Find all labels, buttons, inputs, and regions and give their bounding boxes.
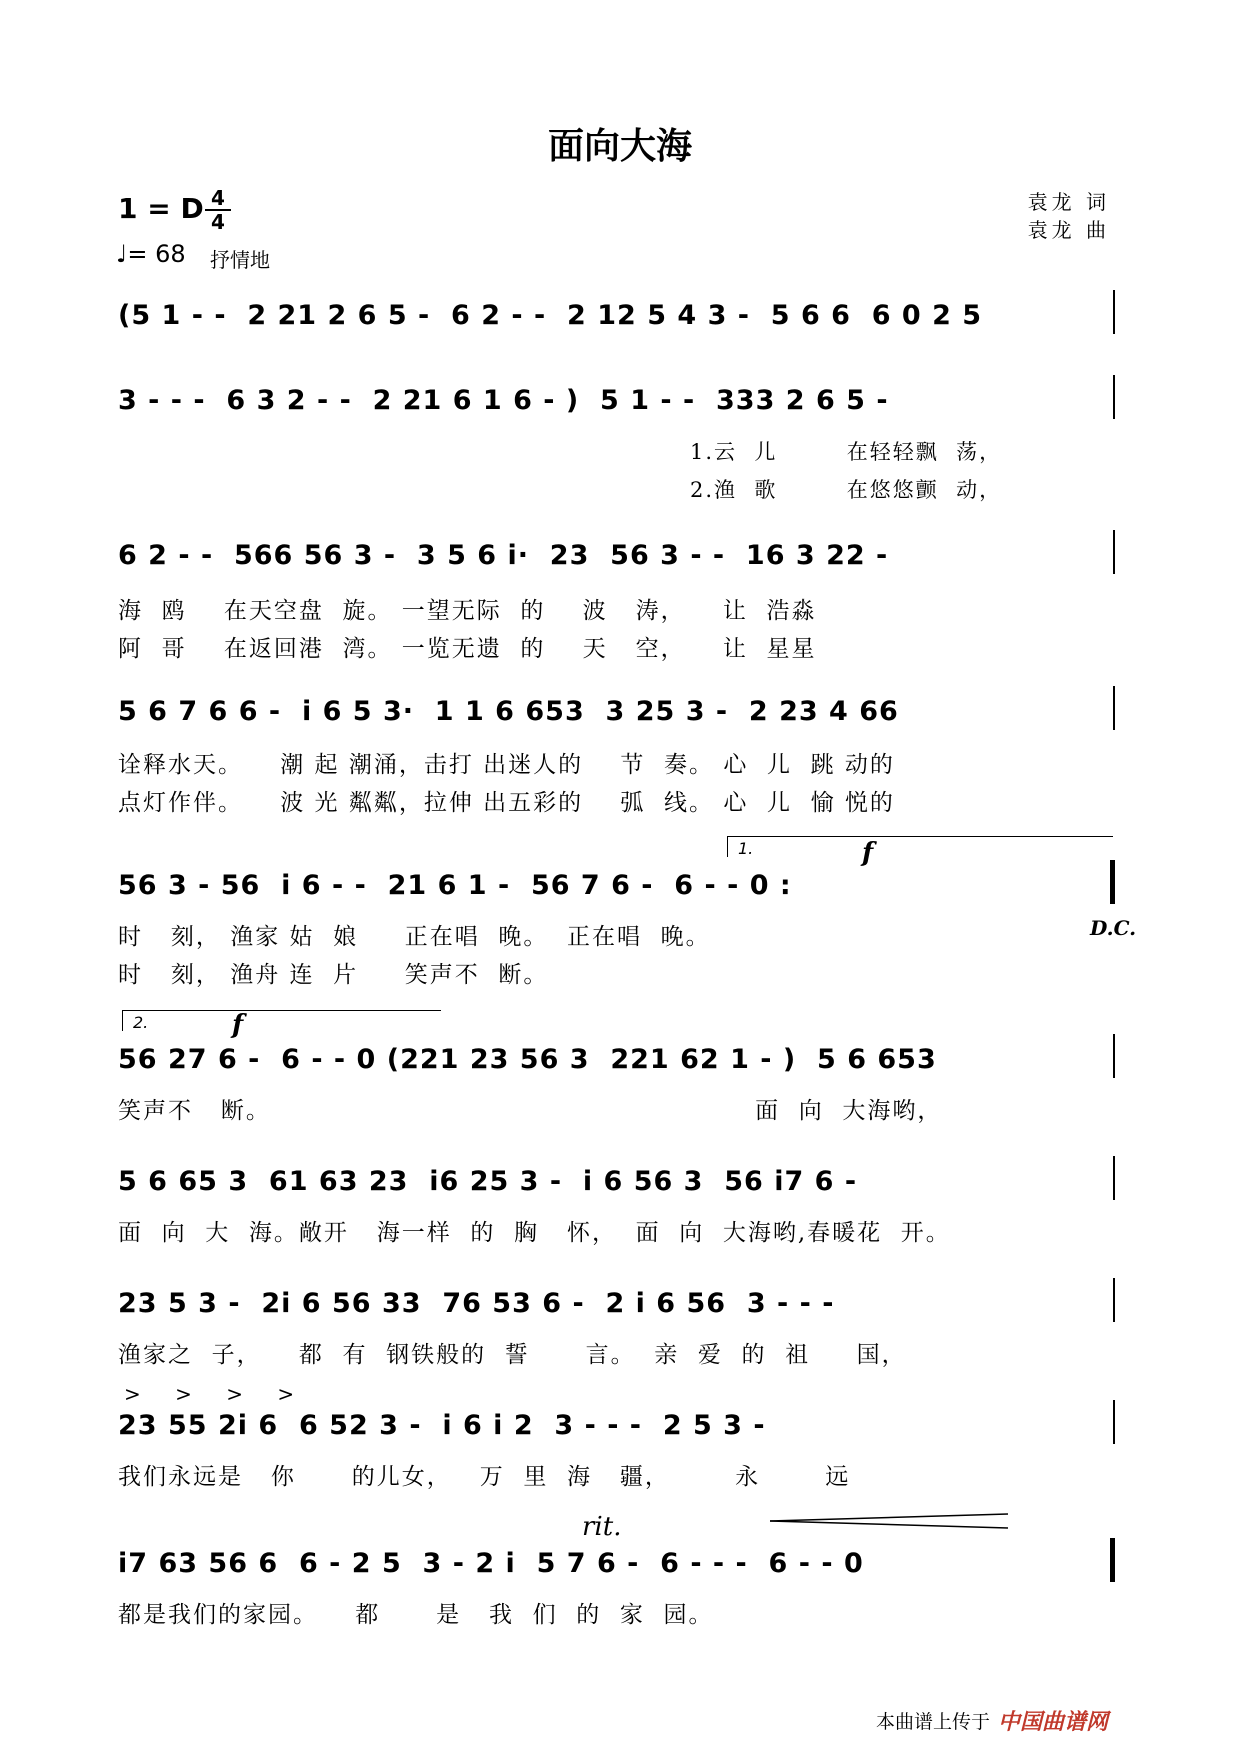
- meter-bottom: 4: [205, 209, 231, 233]
- barline: [1113, 375, 1115, 419]
- notation-line-7: 5 6 65 3 61 63 23 i6 25 3 - i 6 56 3 56 i7 6 -: [118, 1166, 858, 1197]
- notation-line-1: (5 1 - - 2 21 2 6 5 - 6 2 - - 2 12 5 4 3 - 5 6 6 6 0 2 5: [118, 300, 983, 331]
- expression-marking: 抒情地: [210, 248, 270, 272]
- notation-line-5: 56 3 - 56 i 6 - - 21 6 1 - 56 7 6 - 6 - - 0 :: [118, 870, 792, 901]
- lyric-line-5-verse-1: 时 刻， 渔家 姑 娘 正在唱 晚。 正在唱 晚。: [118, 924, 711, 950]
- barline: [1113, 1278, 1115, 1322]
- barline: [1113, 1034, 1115, 1078]
- notation-line-8: 23 5 3 - 2i 6 56 33 76 53 6 - 2 i 6 56 3 - - -: [118, 1288, 835, 1319]
- key-signature: 1 = D: [118, 192, 204, 225]
- lyricist-credit: 袁龙 词: [1027, 190, 1110, 214]
- site-logo[interactable]: 中国曲谱网: [997, 1710, 1108, 1735]
- lyric-line-2-verse-1: 1.云 儿 在轻轻飘 荡，: [690, 440, 1003, 464]
- lyric-line-5-verse-2: 时 刻， 渔舟 连 片 笑声不 断。: [118, 962, 549, 988]
- time-signature: [205, 187, 231, 233]
- lyric-line-7: 面 向 大 海。敞开 海一样 的 胸 怀， 面 向 大海哟,春暖花 开。: [118, 1220, 951, 1246]
- quarter-note-icon: ♩: [116, 240, 128, 268]
- crescendo-hairpin: [770, 1512, 1010, 1530]
- accent-marks: > > > >: [124, 1382, 309, 1406]
- lyric-line-4-verse-2: 点灯作伴。 波 光 粼粼，拉伸 出五彩的 弧 线。 心 儿 愉 悦的: [118, 790, 895, 816]
- notation-line-4: 5 6 7 6 6 - i 6 5 3· 1 1 6 653 3 25 3 - 2 23 4 66: [118, 696, 899, 727]
- barline: [1113, 1156, 1115, 1200]
- barline: [1113, 290, 1115, 334]
- page-title: 面向大海: [547, 125, 692, 167]
- volta-bracket-2: [122, 1010, 441, 1031]
- lyric-line-2-verse-2: 2.渔 歌 在悠悠颤 动，: [690, 478, 1003, 502]
- composer-credit: 袁龙 曲: [1027, 218, 1110, 242]
- lyric-line-3-verse-1: 海 鸥 在天空盘 旋。 一望无际 的 波 涛， 让 浩淼: [118, 598, 817, 624]
- barline: [1113, 686, 1115, 730]
- lyric-line-9: 我们永远是 你 的儿女， 万 里 海 疆， 永 远: [118, 1464, 851, 1490]
- ritardando-marking: rit.: [582, 1512, 622, 1542]
- lyric-line-10: 都是我们的家园。 都 是 我 们 的 家 园。: [118, 1602, 714, 1628]
- lyric-line-8: 渔家之 子， 都 有 钢铁般的 誓 言。 亲 爱 的 祖 国，: [118, 1342, 907, 1368]
- notation-line-9: 23 55 2i 6 6 52 3 - i 6 i 2 3 - - - 2 5 3 -: [118, 1410, 766, 1441]
- barline: [1113, 1400, 1115, 1444]
- volta-1-label: 1.: [738, 839, 754, 858]
- volta-bracket-1: [727, 836, 1113, 857]
- footer-text: 本曲谱上传于: [875, 1711, 990, 1733]
- meter-top: 4: [211, 186, 225, 210]
- lyric-line-3-verse-2: 阿 哥 在返回港 湾。 一览无遗 的 天 空， 让 星星: [118, 636, 817, 662]
- footer: [876, 1705, 1108, 1736]
- final-barline: [1110, 1538, 1115, 1582]
- volta-2-label: 2.: [133, 1013, 149, 1032]
- forte-marking: f: [862, 838, 874, 868]
- notation-line-2: 3 - - - 6 3 2 - - 2 21 6 1 6 - ) 5 1 - - 333 2 6 5 -: [118, 385, 889, 416]
- tempo-marking: [116, 240, 186, 268]
- forte-marking-2: f: [232, 1010, 244, 1040]
- repeat-end-barline: [1110, 860, 1115, 904]
- tempo-value: = 68: [127, 240, 186, 268]
- lyric-line-6: 笑声不 断。 面 向 大海哟，: [118, 1098, 943, 1124]
- notation-line-10: i7 63 56 6 6 - 2 5 3 - 2 i 5 7 6 - 6 - - - 6 - - 0: [118, 1548, 864, 1579]
- lyric-line-4-verse-1: 诠释水天。 潮 起 潮涌，击打 出迷人的 节 奏。 心 儿 跳 动的: [118, 752, 895, 778]
- notation-line-6: 56 27 6 - 6 - - 0 (221 23 56 3 221 62 1 - ) 5 6 653: [118, 1044, 937, 1075]
- barline: [1113, 530, 1115, 574]
- da-capo-marking: D.C.: [1090, 916, 1137, 940]
- notation-line-3: 6 2 - - 566 56 3 - 3 5 6 i· 23 56 3 - - 16 3 22 -: [118, 540, 889, 571]
